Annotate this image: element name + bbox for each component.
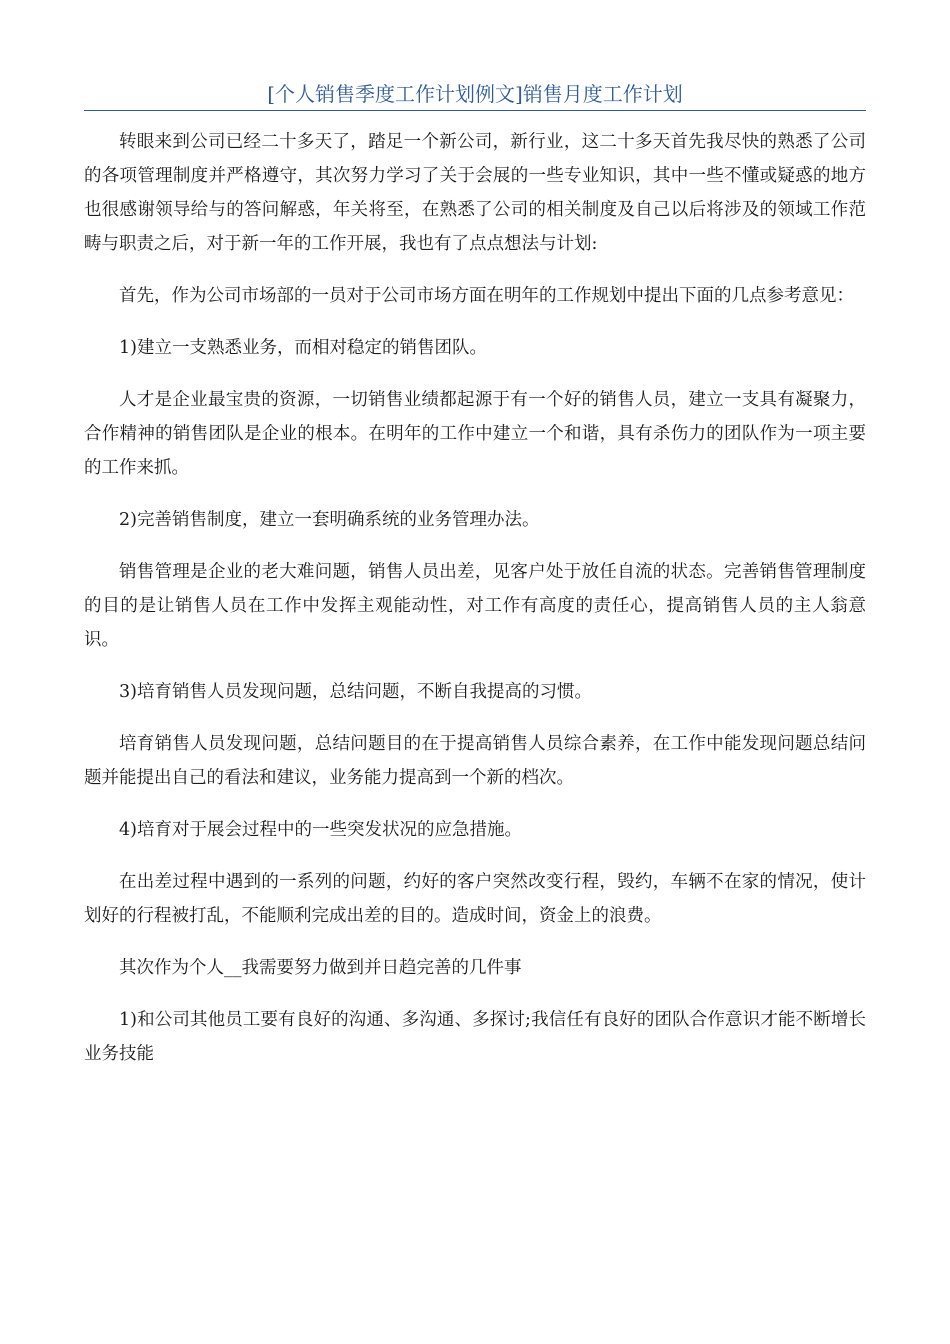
paragraph-personal: 其次作为个人__我需要努力做到并日趋完善的几件事 <box>119 958 522 978</box>
list-item-heading-1: 1)建立一支熟悉业务，而相对稳定的销售团队。 <box>119 338 487 358</box>
list-item-communication: 1)和公司其他员工要有良好的沟通、多沟通、多探讨;我信任有良好的团队合作意识才能不断增长业务技能 <box>84 1010 866 1064</box>
document-header-title: [个人销售季度工作计划例文]销售月度工作计划 <box>267 82 683 106</box>
paragraph-intro: 转眼来到公司已经二十多天了，踏足一个新公司，新行业，这二十多天首先我尽快的熟悉了公司的各项管理制度并严格遵守，其次努力学习了关于会展的一些专业知识，其中一些不懂或疑惑的地方也很感谢领导给与的答问解惑，年关将至，在熟悉了公司的相关制度及自己以后将涉及的领域工作范畴与职责之后，对于新一年的工作开展，我也有了点点想法与计划: <box>84 132 866 254</box>
list-item-heading-4: 4)培育对于展会过程中的一些突发状况的应急措施。 <box>119 820 522 840</box>
list-item-heading-3: 3)培育销售人员发现问题，总结问题，不断自我提高的习惯。 <box>119 682 592 702</box>
list-item-heading-2: 2)完善销售制度，建立一套明确系统的业务管理办法。 <box>119 510 540 530</box>
document-body <box>84 125 866 1071</box>
paragraph-travel: 在出差过程中遇到的一系列的问题，约好的客户突然改变行程，毁约，车辆不在家的情况，使计划好的行程被打乱，不能顺利完成出差的目的。造成时间，资金上的浪费。 <box>84 872 866 926</box>
paragraph-first-point: 首先，作为公司市场部的一员对于公司市场方面在明年的工作规划中提出下面的几点参考意见： <box>119 286 854 306</box>
paragraph-team: 人才是企业最宝贵的资源，一切销售业绩都起源于有一个好的销售人员，建立一支具有凝聚力，合作精神的销售团队是企业的根本。在明年的工作中建立一个和谐，具有杀伤力的团队作为一项主要的工作来抓。 <box>84 390 866 478</box>
header-divider <box>84 110 866 111</box>
paragraph-problems: 培育销售人员发现问题，总结问题目的在于提高销售人员综合素养，在工作中能发现问题总结问题并能提出自己的看法和建议，业务能力提高到一个新的档次。 <box>84 734 866 788</box>
paragraph-management: 销售管理是企业的老大难问题，销售人员出差，见客户处于放任自流的状态。完善销售管理制度的目的是让销售人员在工作中发挥主观能动性，对工作有高度的责任心，提高销售人员的主人翁意识。 <box>84 562 866 650</box>
